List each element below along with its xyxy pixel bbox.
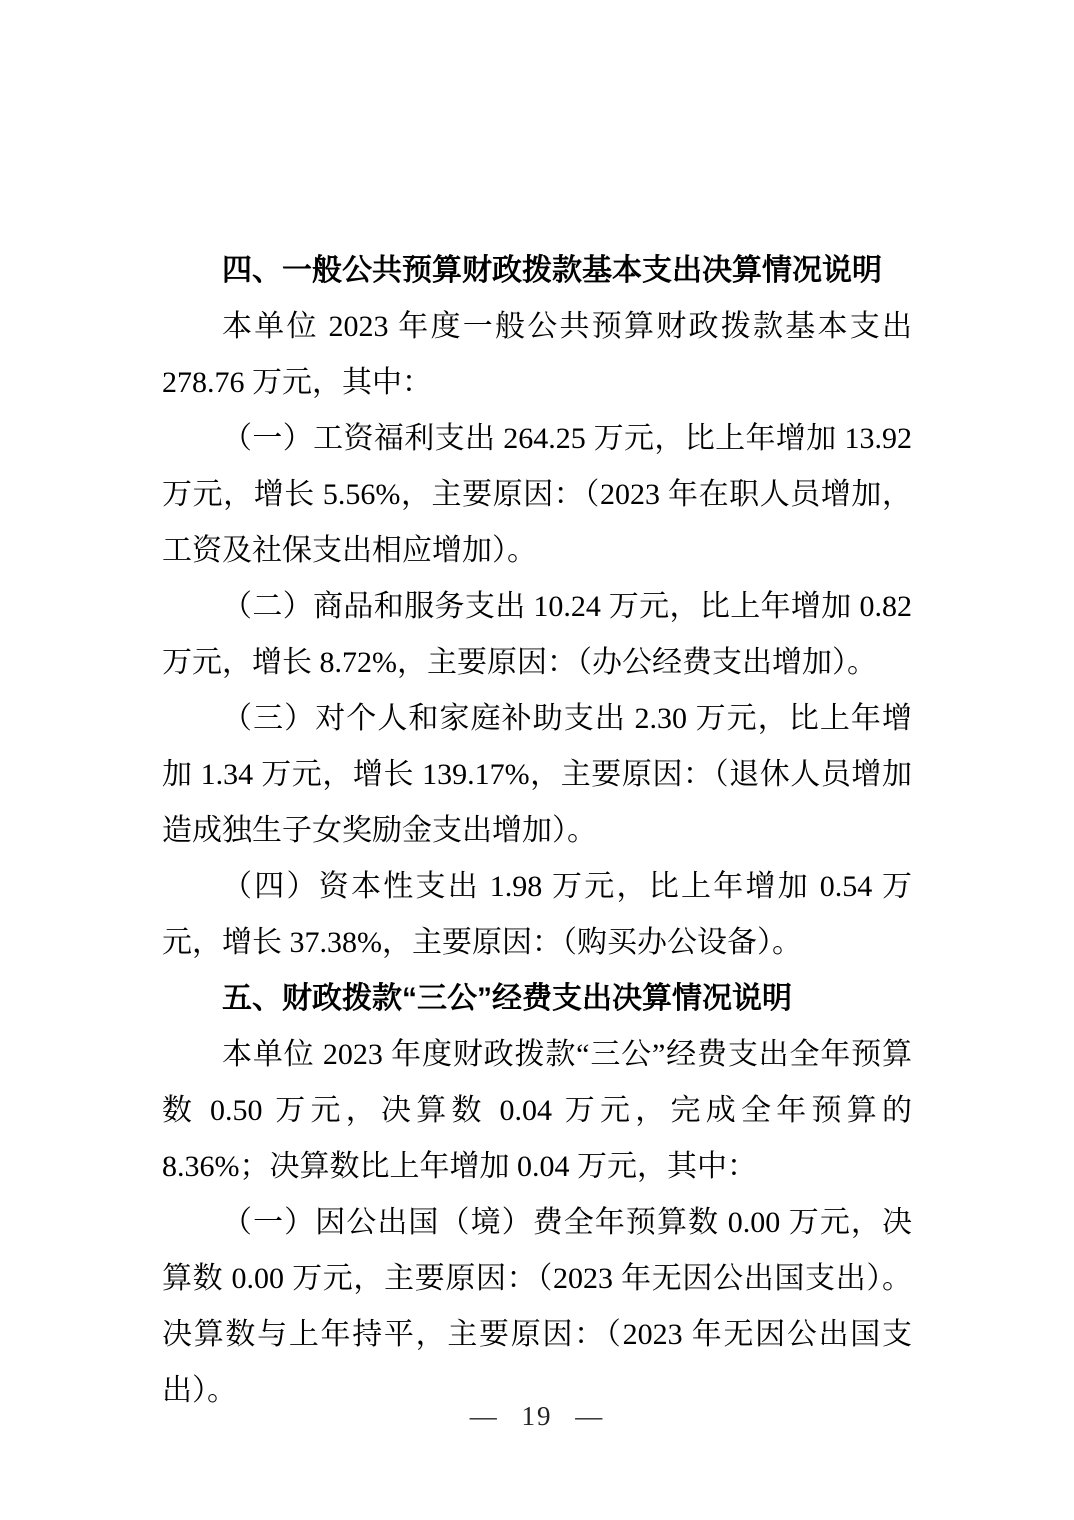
section-4-paragraph-item-3: （三）对个人和家庭补助支出 2.30 万元，比上年增加 1.34 万元，增长 139.17%，主要原因：（退休人员增加造成独生子女奖励金支出增加）。	[162, 702, 912, 847]
page-number: — 19 —	[469, 1401, 605, 1431]
section-4-paragraph-item-1: （一）工资福利支出 264.25 万元，比上年增加 13.92 万元，增长 5.56%，主要原因：（2023 年在职人员增加，工资及社保支出相应增加）。	[162, 422, 912, 567]
document-body	[162, 243, 912, 1419]
section-5-heading: 五、财政拨款“三公”经费支出决算情况说明	[222, 982, 792, 1015]
section-4-paragraph-item-4: （四）资本性支出 1.98 万元，比上年增加 0.54 万元，增长 37.38%，主要原因：（购买办公设备）。	[162, 870, 912, 959]
page-footer	[0, 1396, 1074, 1436]
section-5-paragraph-intro: 本单位 2023 年度财政拨款“三公”经费支出全年预算数 0.50 万元，决算数 0.04 万元，完成全年预算的 8.36%；决算数比上年增加 0.04 万元，其中：	[162, 1038, 912, 1183]
section-4-paragraph-item-2: （二）商品和服务支出 10.24 万元，比上年增加 0.82 万元，增长 8.72%，主要原因：（办公经费支出增加）。	[162, 590, 912, 679]
section-4-paragraph-intro: 本单位 2023 年度一般公共预算财政拨款基本支出 278.76 万元，其中：	[162, 310, 912, 399]
section-4-heading: 四、一般公共预算财政拨款基本支出决算情况说明	[222, 254, 882, 287]
section-5-paragraph-item-1: （一）因公出国（境）费全年预算数 0.00 万元，决算数 0.00 万元，主要原因：（2023 年无因公出国支出）。决算数与上年持平，主要原因：（2023 年无因公出国支出）。	[162, 1206, 912, 1407]
